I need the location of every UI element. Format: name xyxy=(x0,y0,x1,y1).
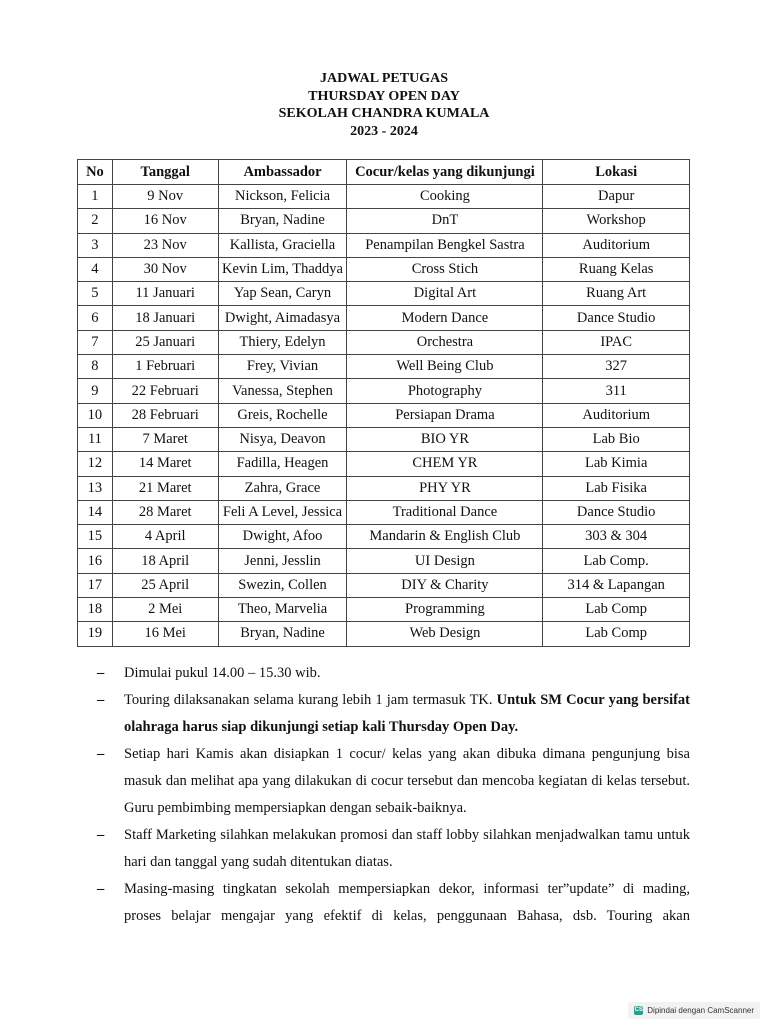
cell-cocur: Penampilan Bengkel Sastra xyxy=(347,233,543,257)
cell-cocur: Cooking xyxy=(347,185,543,209)
cell-lokasi: Ruang Art xyxy=(543,282,690,306)
cell-ambassador: Kevin Lim, Thaddya xyxy=(218,257,347,281)
list-item xyxy=(97,687,690,741)
note-emphasis: Untuk SM Cocur yang bersifat olahraga harus siap dikunjungi setiap kali Thursday Open Day. xyxy=(124,692,691,735)
cell-tanggal: 25 Januari xyxy=(112,330,218,354)
note-text: Staff Marketing silahkan melakukan promosi dan staff lobby silahkan menjadwalkan tamu untuk hari dan tanggal yang sudah ditentukan diatas. xyxy=(124,827,690,870)
cell-lokasi: Lab Bio xyxy=(543,427,690,451)
cell-lokasi: Auditorium xyxy=(543,403,690,427)
cell-no: 9 xyxy=(78,379,113,403)
cell-ambassador: Jenni, Jesslin xyxy=(218,549,347,573)
table-row xyxy=(78,476,690,500)
cell-lokasi: Dapur xyxy=(543,185,690,209)
list-item xyxy=(97,660,690,687)
cell-lokasi: Lab Comp. xyxy=(543,549,690,573)
note-text: Touring dilaksanakan selama kurang lebih 1 jam termasuk TK. xyxy=(124,692,497,708)
list-item xyxy=(97,876,690,930)
cell-tanggal: 14 Maret xyxy=(112,452,218,476)
header-cocur: Cocur/kelas yang dikunjungi xyxy=(347,160,543,185)
cell-no: 15 xyxy=(78,525,113,549)
cell-no: 3 xyxy=(78,233,113,257)
camscanner-logo-icon: CS xyxy=(634,1007,643,1013)
cell-tanggal: 9 Nov xyxy=(112,185,218,209)
table-row xyxy=(78,573,690,597)
cell-tanggal: 22 Februari xyxy=(112,379,218,403)
cell-no: 12 xyxy=(78,452,113,476)
document-title xyxy=(0,70,768,140)
cell-lokasi: 314 & Lapangan xyxy=(543,573,690,597)
cell-lokasi: Lab Comp xyxy=(543,622,690,646)
cell-tanggal: 25 April xyxy=(112,573,218,597)
cell-ambassador: Nisya, Deavon xyxy=(218,427,347,451)
cell-no: 14 xyxy=(78,500,113,524)
cell-tanggal: 16 Mei xyxy=(112,622,218,646)
cell-cocur: DnT xyxy=(347,209,543,233)
cell-tanggal: 18 April xyxy=(112,549,218,573)
title-line-2: THURSDAY OPEN DAY xyxy=(308,88,460,104)
cell-no: 8 xyxy=(78,355,113,379)
table-row xyxy=(78,209,690,233)
header-tanggal: Tanggal xyxy=(112,160,218,185)
bullet-dash: – xyxy=(97,881,105,897)
cell-ambassador: Frey, Vivian xyxy=(218,355,347,379)
cell-lokasi: Dance Studio xyxy=(543,306,690,330)
cell-cocur: Traditional Dance xyxy=(347,500,543,524)
cell-cocur: Persiapan Drama xyxy=(347,403,543,427)
header-no: No xyxy=(78,160,113,185)
cell-ambassador: Vanessa, Stephen xyxy=(218,379,347,403)
cell-ambassador: Dwight, Afoo xyxy=(218,525,347,549)
cell-no: 7 xyxy=(78,330,113,354)
cell-cocur: Cross Stich xyxy=(347,257,543,281)
notes-list xyxy=(97,660,690,930)
list-item xyxy=(97,822,690,876)
cell-ambassador: Dwight, Aimadasya xyxy=(218,306,347,330)
cell-no: 5 xyxy=(78,282,113,306)
table-row xyxy=(78,500,690,524)
table-row xyxy=(78,427,690,451)
cell-ambassador: Greis, Rochelle xyxy=(218,403,347,427)
cell-tanggal: 7 Maret xyxy=(112,427,218,451)
table-row xyxy=(78,282,690,306)
cell-cocur: Well Being Club xyxy=(347,355,543,379)
cell-no: 19 xyxy=(78,622,113,646)
cell-lokasi: 327 xyxy=(543,355,690,379)
cell-cocur: Programming xyxy=(347,598,543,622)
title-line-1: JADWAL PETUGAS xyxy=(320,71,448,86)
table-row xyxy=(78,549,690,573)
cell-ambassador: Yap Sean, Caryn xyxy=(218,282,347,306)
title-line-4: 2023 - 2024 xyxy=(350,123,418,139)
cell-lokasi: Auditorium xyxy=(543,233,690,257)
table-row xyxy=(78,355,690,379)
cell-no: 18 xyxy=(78,598,113,622)
cell-cocur: BIO YR xyxy=(347,427,543,451)
cell-cocur: Web Design xyxy=(347,622,543,646)
cell-tanggal: 16 Nov xyxy=(112,209,218,233)
cell-ambassador: Nickson, Felicia xyxy=(218,185,347,209)
cell-ambassador: Theo, Marvelia xyxy=(218,598,347,622)
cell-lokasi: 303 & 304 xyxy=(543,525,690,549)
note-text: Dimulai pukul 14.00 – 15.30 wib. xyxy=(124,665,321,681)
table-row xyxy=(78,452,690,476)
cell-tanggal: 23 Nov xyxy=(112,233,218,257)
cell-tanggal: 11 Januari xyxy=(112,282,218,306)
table-row xyxy=(78,525,690,549)
table-row xyxy=(78,330,690,354)
scanner-watermark xyxy=(628,1002,760,1019)
cell-no: 16 xyxy=(78,549,113,573)
cell-cocur: Mandarin & English Club xyxy=(347,525,543,549)
table-body xyxy=(78,185,690,647)
cell-no: 4 xyxy=(78,257,113,281)
cell-lokasi: Lab Fisika xyxy=(543,476,690,500)
cell-tanggal: 21 Maret xyxy=(112,476,218,500)
table-row xyxy=(78,185,690,209)
table-row xyxy=(78,233,690,257)
cell-cocur: DIY & Charity xyxy=(347,573,543,597)
cell-ambassador: Thiery, Edelyn xyxy=(218,330,347,354)
cell-ambassador: Zahra, Grace xyxy=(218,476,347,500)
cell-no: 17 xyxy=(78,573,113,597)
cell-cocur: PHY YR xyxy=(347,476,543,500)
cell-no: 10 xyxy=(78,403,113,427)
schedule-table xyxy=(77,159,690,647)
cell-ambassador: Fadilla, Heagen xyxy=(218,452,347,476)
cell-lokasi: Dance Studio xyxy=(543,500,690,524)
cell-no: 2 xyxy=(78,209,113,233)
cell-cocur: Modern Dance xyxy=(347,306,543,330)
table-row xyxy=(78,403,690,427)
cell-no: 11 xyxy=(78,427,113,451)
cell-cocur: UI Design xyxy=(347,549,543,573)
cell-lokasi: 311 xyxy=(543,379,690,403)
cell-cocur: Digital Art xyxy=(347,282,543,306)
cell-tanggal: 30 Nov xyxy=(112,257,218,281)
cell-ambassador: Feli A Level, Jessica xyxy=(218,500,347,524)
cell-tanggal: 4 April xyxy=(112,525,218,549)
cell-cocur: Orchestra xyxy=(347,330,543,354)
table-header-row xyxy=(78,160,690,185)
note-text: Masing-masing tingkatan sekolah mempersiapkan dekor, informasi ter”update” di mading, proses belajar mengajar yang efektif di kelas, penggunaan Bahasa, dsb. Touring akan xyxy=(124,881,690,924)
cell-lokasi: Lab Comp xyxy=(543,598,690,622)
bullet-dash: – xyxy=(97,665,105,681)
header-lokasi: Lokasi xyxy=(543,160,690,185)
header-ambassador: Ambassador xyxy=(218,160,347,185)
table-row xyxy=(78,306,690,330)
cell-lokasi: Workshop xyxy=(543,209,690,233)
table-row xyxy=(78,257,690,281)
cell-tanggal: 28 Februari xyxy=(112,403,218,427)
list-item xyxy=(97,741,690,822)
bullet-dash: – xyxy=(97,827,105,843)
cell-cocur: Photography xyxy=(347,379,543,403)
note-text: Setiap hari Kamis akan disiapkan 1 cocur/ kelas yang akan dibuka dimana pengunjung bisa masuk dan melihat apa yang dilakukan di cocur tersebut dan mencoba kegiatan di kelas tersebut. Guru pembimbing mempersiapkan dengan sebaik-baiknya. xyxy=(124,746,690,816)
cell-tanggal: 2 Mei xyxy=(112,598,218,622)
cell-tanggal: 18 Januari xyxy=(112,306,218,330)
cell-ambassador: Bryan, Nadine xyxy=(218,209,347,233)
cell-no: 13 xyxy=(78,476,113,500)
cell-lokasi: IPAC xyxy=(543,330,690,354)
bullet-dash: – xyxy=(97,746,105,762)
table-row xyxy=(78,598,690,622)
cell-lokasi: Lab Kimia xyxy=(543,452,690,476)
table-row xyxy=(78,622,690,646)
table-row xyxy=(78,379,690,403)
cell-ambassador: Kallista, Graciella xyxy=(218,233,347,257)
title-line-3: SEKOLAH CHANDRA KUMALA xyxy=(278,106,490,121)
cell-ambassador: Bryan, Nadine xyxy=(218,622,347,646)
cell-no: 1 xyxy=(78,185,113,209)
watermark-text: Dipindai dengan CamScanner xyxy=(647,1006,754,1015)
cell-tanggal: 28 Maret xyxy=(112,500,218,524)
cell-lokasi: Ruang Kelas xyxy=(543,257,690,281)
cell-cocur: CHEM YR xyxy=(347,452,543,476)
bullet-dash: – xyxy=(97,692,105,708)
cell-no: 6 xyxy=(78,306,113,330)
cell-tanggal: 1 Februari xyxy=(112,355,218,379)
cell-ambassador: Swezin, Collen xyxy=(218,573,347,597)
